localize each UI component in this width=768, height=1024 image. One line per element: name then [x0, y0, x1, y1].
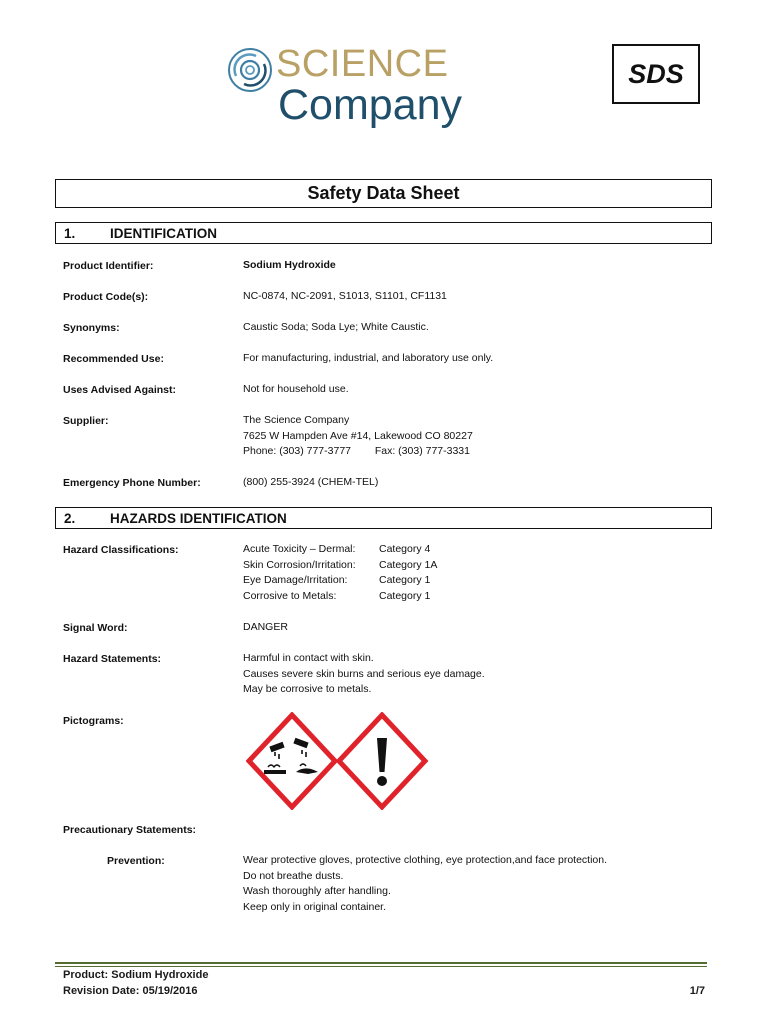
emergency-phone-value: (800) 255-3924 (CHEM-TEL) — [243, 476, 379, 488]
footer-product: Product: Sodium Hydroxide — [63, 969, 209, 981]
product-codes-value: NC-0874, NC-2091, S1013, S1101, CF1131 — [243, 290, 447, 302]
supplier-fax: Fax: (303) 777-3331 — [374, 445, 470, 458]
corrosion-pictogram-icon — [249, 715, 335, 807]
synonyms-value: Caustic Soda; Soda Lye; White Caustic. — [243, 321, 429, 333]
hazard-class-name: Acute Toxicity – Dermal: — [243, 543, 356, 555]
product-identifier-value: Sodium Hydroxide — [243, 259, 336, 271]
ghs-pictograms — [246, 712, 430, 810]
logo-swirl-icon — [226, 46, 274, 94]
footer-page-number: 1/7 — [689, 985, 705, 997]
synonyms-label: Synonyms: — [63, 322, 120, 334]
supplier-block — [243, 413, 473, 460]
footer-revision-date: Revision Date: 05/19/2016 — [63, 985, 198, 997]
logo-text-science: SCIENCE — [276, 43, 449, 85]
product-identifier-label: Product Identifier: — [63, 260, 154, 272]
footer-rule — [55, 962, 707, 964]
prevention-statement: Wash thoroughly after handling. — [243, 885, 391, 898]
exclamation-mark-pictogram-icon — [339, 715, 425, 807]
prevention-list — [243, 853, 607, 915]
signal-word-label: Signal Word: — [63, 622, 128, 634]
hazard-class-name: Eye Damage/Irritation: — [243, 574, 348, 587]
recommended-use-value: For manufacturing, industrial, and laboratory use only. — [243, 352, 494, 364]
uses-advised-against-value: Not for household use. — [243, 383, 349, 395]
hazard-statements-label: Hazard Statements: — [63, 653, 162, 665]
hazard-class-name: Corrosive to Metals: — [243, 589, 337, 602]
hazard-class-name: Skin Corrosion/Irritation: — [243, 558, 356, 571]
document-title: Safety Data Sheet — [55, 179, 712, 208]
emergency-phone-label: Emergency Phone Number: — [63, 477, 201, 489]
supplier-contact — [243, 444, 473, 460]
signal-word-value: DANGER — [243, 621, 288, 633]
sds-badge: SDS — [612, 44, 700, 104]
hazard-class-category: Category 1A — [379, 558, 438, 571]
prevention-statement: Do not breathe dusts. — [243, 869, 344, 882]
hazard-class-category: Category 4 — [379, 543, 431, 555]
recommended-use-label: Recommended Use: — [63, 353, 164, 365]
section-title: IDENTIFICATION — [110, 225, 217, 241]
section-number: 2. — [64, 510, 76, 526]
company-logo — [226, 40, 476, 135]
hazard-classifications-table — [243, 542, 437, 604]
hazard-classifications-label: Hazard Classifications: — [63, 544, 179, 556]
hazard-classification-row — [243, 573, 437, 589]
prevention-statement: Keep only in original container. — [243, 900, 387, 913]
uses-advised-against-label: Uses Advised Against: — [63, 384, 177, 396]
hazard-statement: Harmful in contact with skin. — [243, 652, 374, 664]
precautionary-statements-label: Precautionary Statements: — [63, 824, 197, 836]
hazard-statements-list — [243, 651, 485, 698]
footer-rule-thin — [55, 966, 707, 967]
section-identification-heading — [55, 222, 712, 244]
supplier-label: Supplier: — [63, 415, 109, 427]
supplier-phone: Phone: (303) 777-3777 — [243, 445, 351, 458]
pictograms-label: Pictograms: — [63, 715, 124, 727]
supplier-address: 7625 W Hampden Ave #14, Lakewood CO 80227 — [243, 429, 473, 442]
hazard-class-category: Category 1 — [379, 574, 431, 587]
hazard-classification-row — [243, 589, 437, 605]
prevention-label: Prevention: — [107, 855, 165, 867]
section-hazards-heading — [55, 507, 712, 529]
supplier-name: The Science Company — [243, 414, 350, 426]
hazard-statement: Causes severe skin burns and serious eye damage. — [243, 667, 485, 680]
product-codes-label: Product Code(s): — [63, 291, 149, 303]
logo-text-company: Company — [278, 81, 463, 129]
section-title: HAZARDS IDENTIFICATION — [110, 510, 287, 526]
prevention-statement: Wear protective gloves, protective clothing, eye protection,and face protection. — [243, 854, 608, 866]
section-number: 1. — [64, 225, 76, 241]
hazard-class-category: Category 1 — [379, 589, 431, 602]
hazard-classification-row — [243, 542, 437, 558]
hazard-statement: May be corrosive to metals. — [243, 683, 372, 696]
hazard-classification-row — [243, 558, 437, 574]
